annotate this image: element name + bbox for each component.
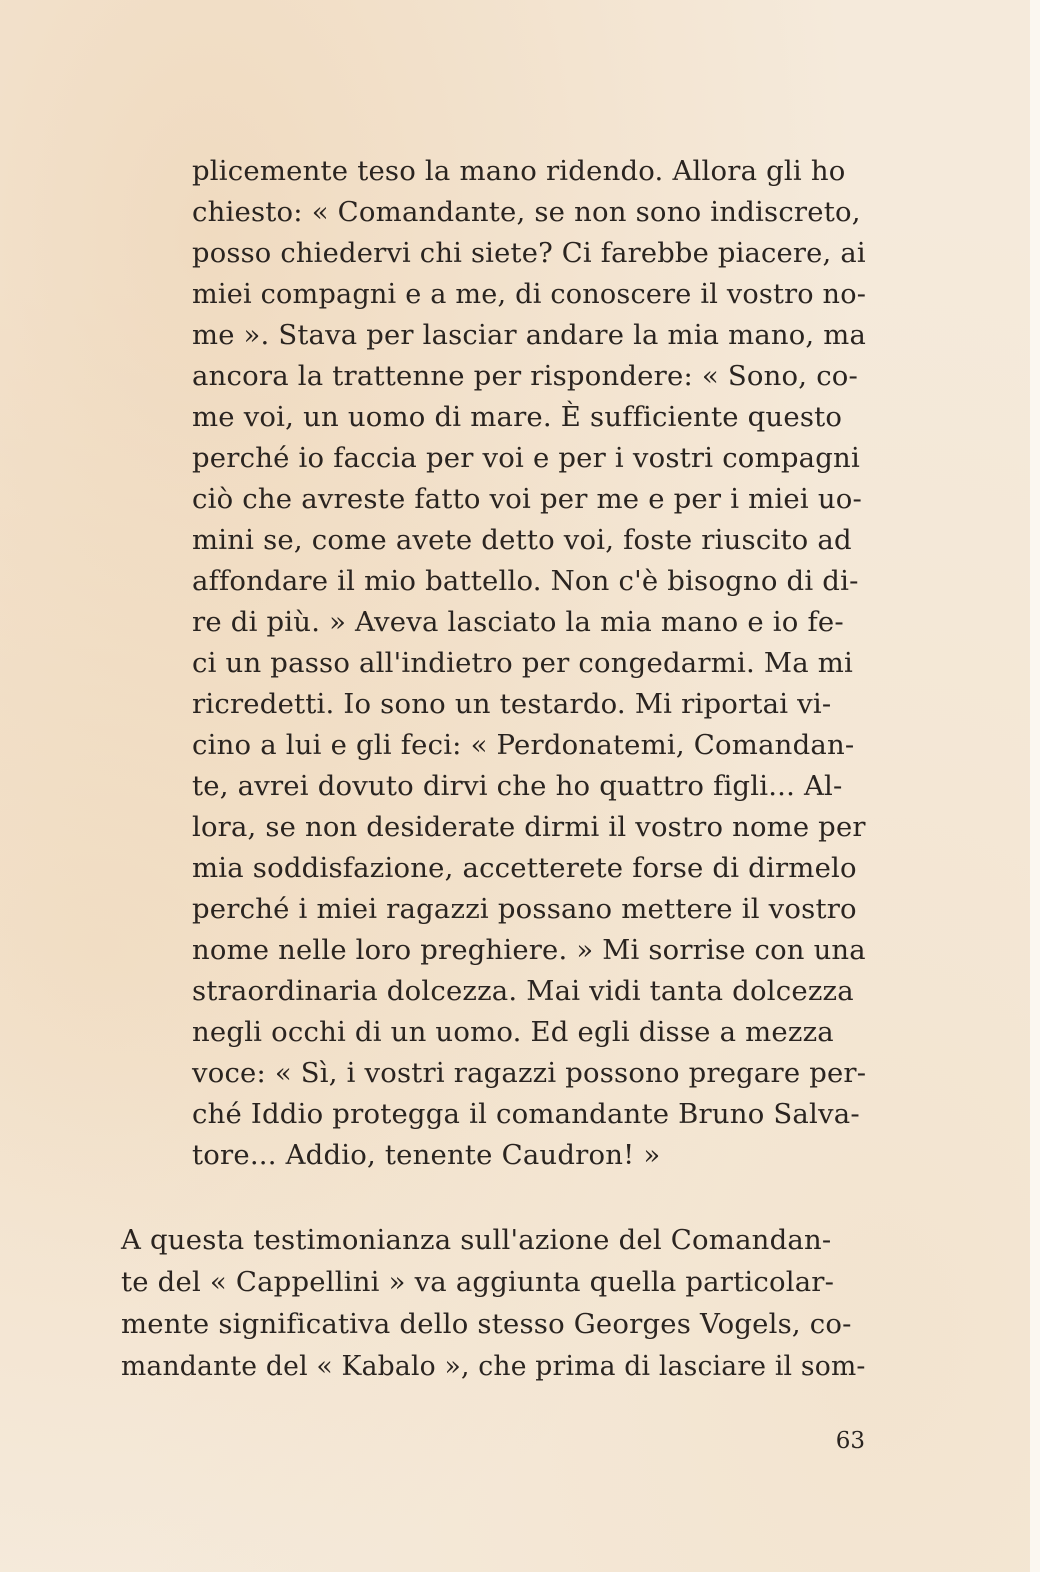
text-line: mandante del « Kabalo », che prima di lasciare il som- xyxy=(121,1350,866,1382)
text-line: cino a lui e gli feci: « Perdonatemi, Comandan- xyxy=(192,729,855,761)
text-line: posso chiedervi chi siete? Ci farebbe piacere, ai xyxy=(192,237,866,269)
page-edge xyxy=(1030,0,1040,1572)
page-number: 63 xyxy=(835,1428,865,1454)
text-line: A questa testimonianza sull'azione del Comandan- xyxy=(121,1224,832,1256)
text-line: mini se, come avete detto voi, foste riuscito ad xyxy=(192,524,852,556)
text-line: te del « Cappellini » va aggiunta quella particolar- xyxy=(121,1266,835,1298)
text-line: lora, se non desiderate dirmi il vostro nome per xyxy=(192,811,866,843)
text-line: chiesto: « Comandante, se non sono indiscreto, xyxy=(192,196,861,228)
text-line: ché Iddio protegga il comandante Bruno Salva- xyxy=(192,1098,860,1130)
text-line: re di più. » Aveva lasciato la mia mano e io fe- xyxy=(192,606,844,638)
text-line: perché io faccia per voi e per i vostri compagni xyxy=(192,442,860,474)
text-line: me ». Stava per lasciar andare la mia mano, ma xyxy=(192,319,867,351)
text-line: perché i miei ragazzi possano mettere il vostro xyxy=(192,893,857,925)
text-line: ci un passo all'indietro per congedarmi. Ma mi xyxy=(192,647,854,679)
text-line: straordinaria dolcezza. Mai vidi tanta dolcezza xyxy=(192,975,854,1007)
text-line: ricredetti. Io sono un testardo. Mi riportai vi- xyxy=(192,688,832,720)
text-line: me voi, un uomo di mare. È sufficiente questo xyxy=(192,401,843,433)
text-line: mente significativa dello stesso Georges Vogels, co- xyxy=(121,1308,852,1340)
text-line: plicemente teso la mano ridendo. Allora gli ho xyxy=(192,155,846,187)
text-line: negli occhi di un uomo. Ed egli disse a mezza xyxy=(192,1016,834,1048)
text-line: miei compagni e a me, di conoscere il vostro no- xyxy=(192,278,867,310)
text-line: voce: « Sì, i vostri ragazzi possono pregare per- xyxy=(192,1057,867,1089)
text-line: te, avrei dovuto dirvi che ho quattro figli... Al- xyxy=(192,770,843,802)
text-line: tore... Addio, tenente Caudron! » xyxy=(192,1139,661,1171)
text-line: ciò che avreste fatto voi per me e per i miei uo- xyxy=(192,483,862,515)
text-line: nome nelle loro preghiere. » Mi sorrise con una xyxy=(192,934,866,966)
text-line: ancora la trattenne per rispondere: « Sono, co- xyxy=(192,360,859,392)
text-line: affondare il mio battello. Non c'è bisogno di di- xyxy=(192,565,859,597)
text-line: mia soddisfazione, accetterete forse di dirmelo xyxy=(192,852,857,884)
